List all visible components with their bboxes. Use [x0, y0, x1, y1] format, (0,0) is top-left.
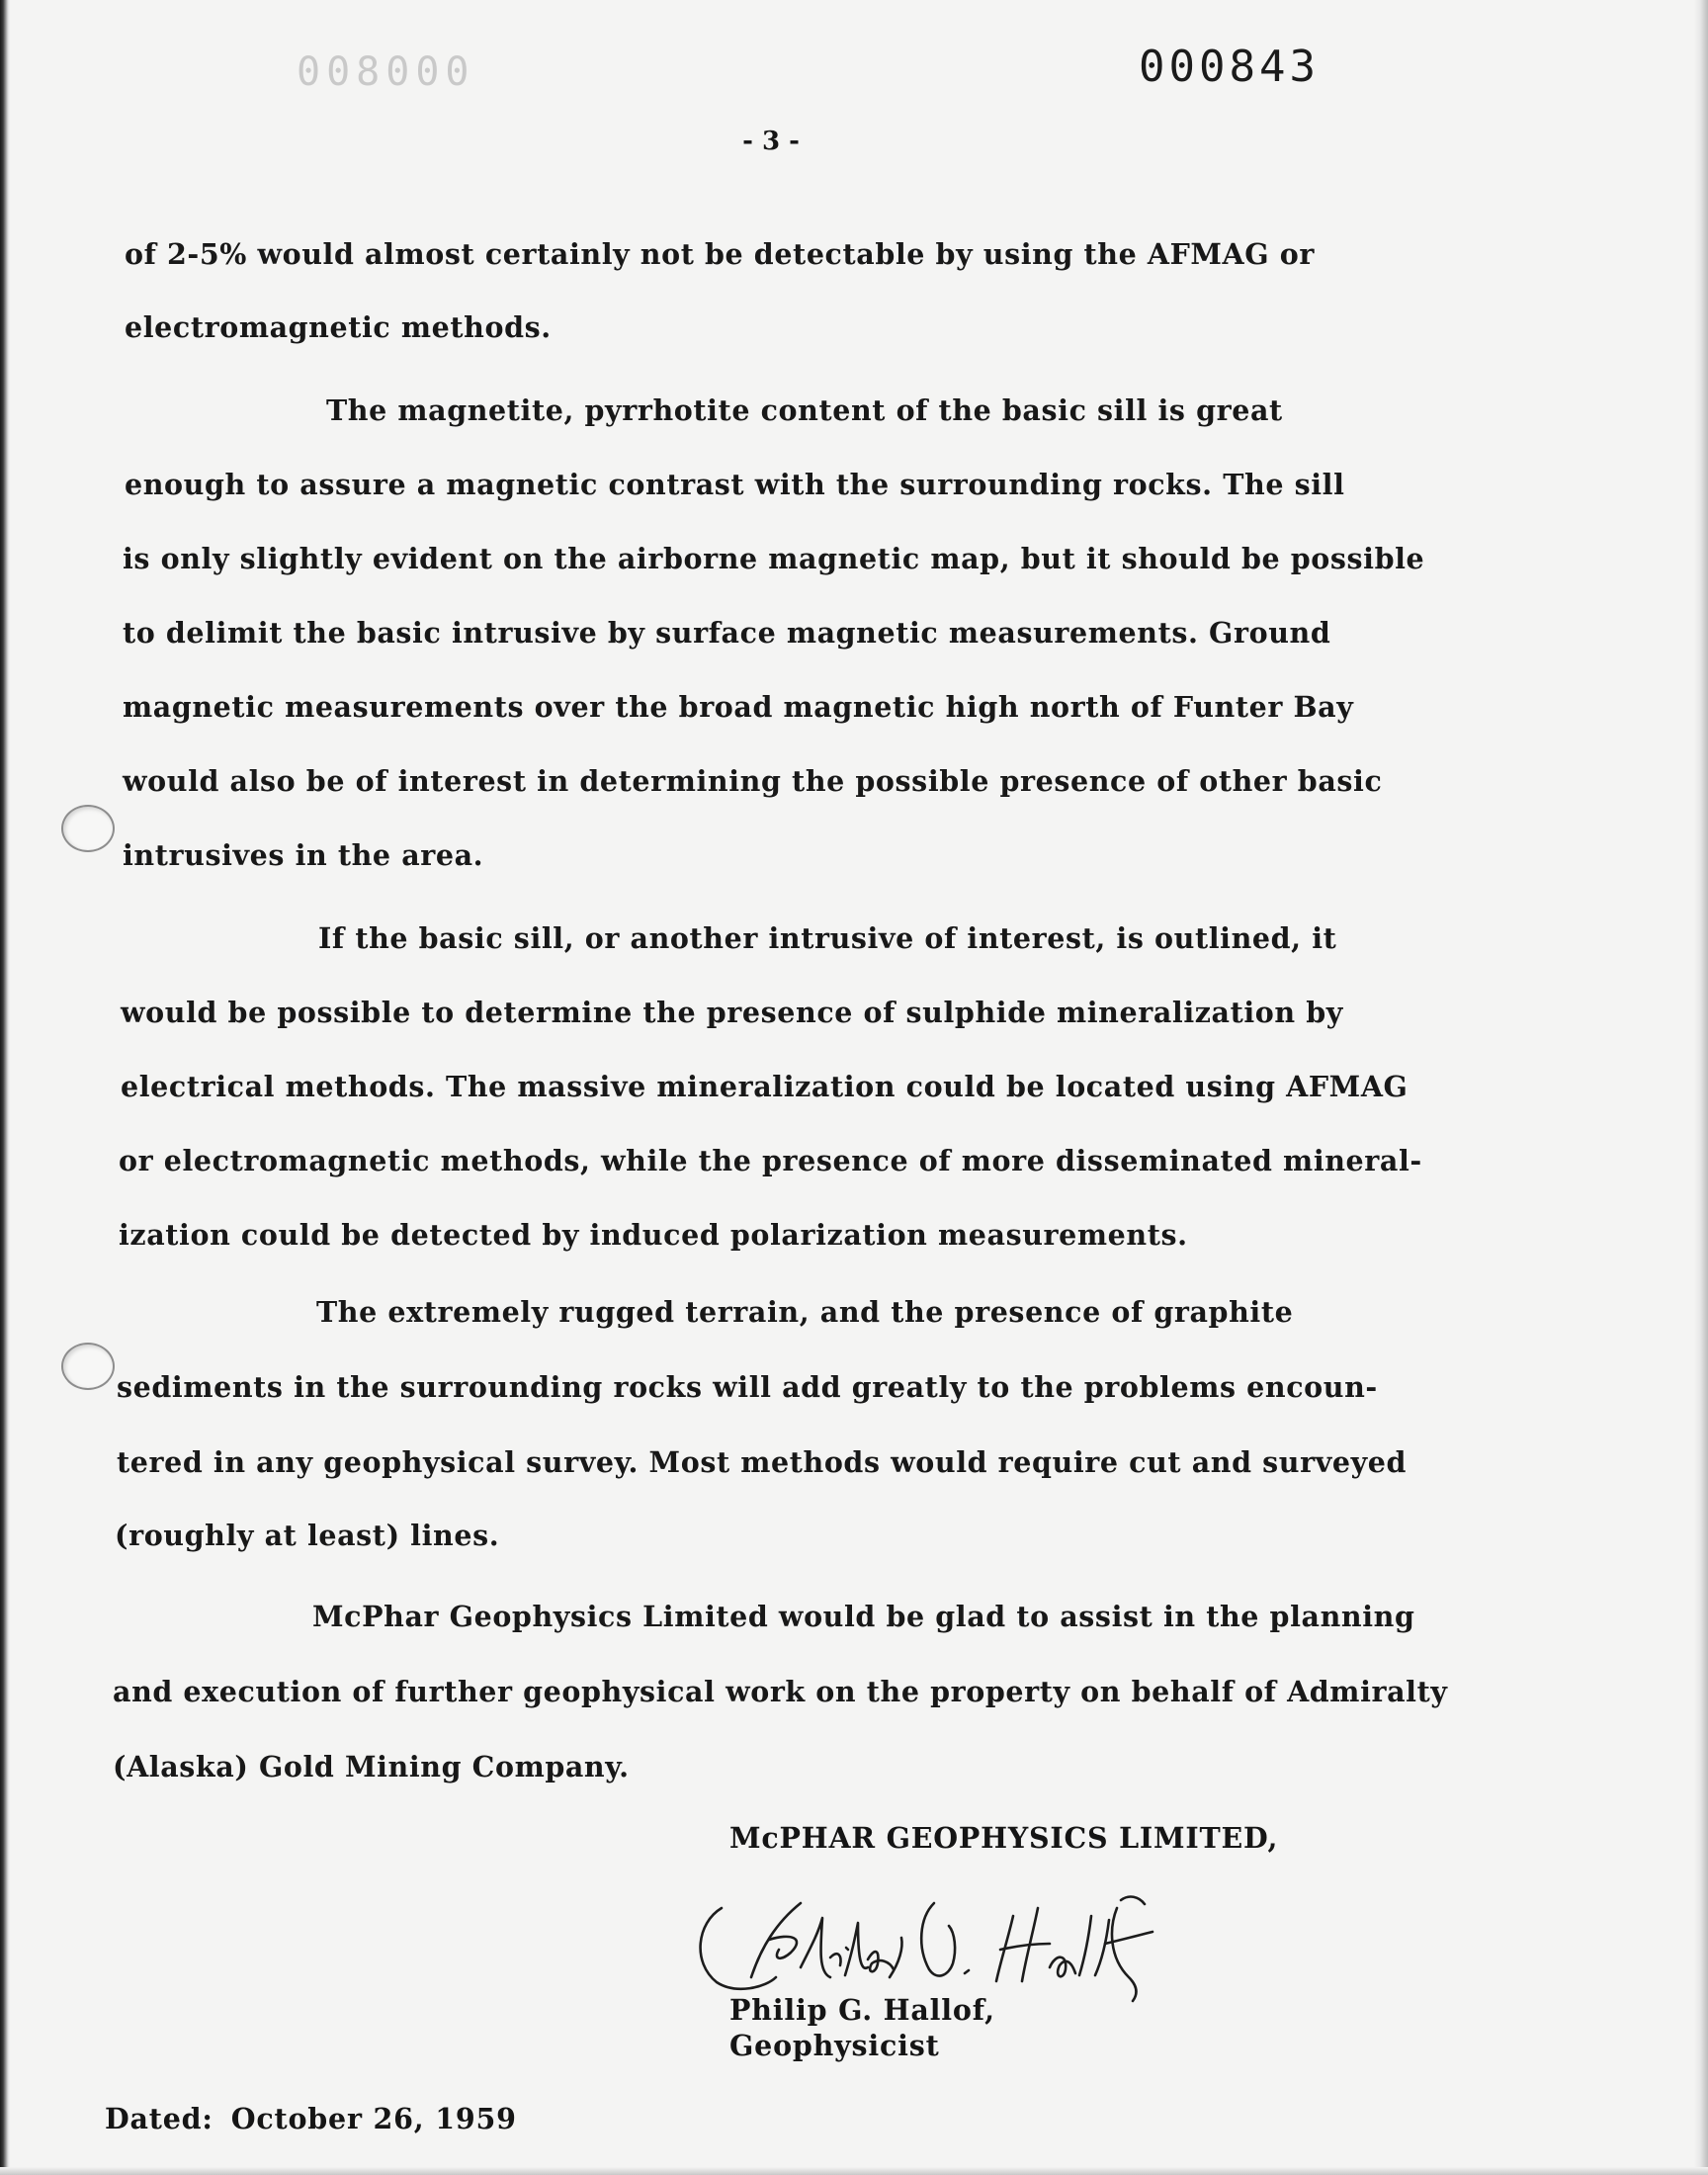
body-line: enough to assure a magnetic contrast with the surrounding rocks. The sill: [125, 468, 1345, 501]
company-name: McPHAR GEOPHYSICS LIMITED,: [729, 1821, 1279, 1855]
paragraph-first-line: If the basic sill, or another intrusive of interest, is outlined, it: [318, 921, 1337, 955]
body-line: electromagnetic methods.: [125, 310, 552, 344]
body-line: to delimit the basic intrusive by surface magnetic measurements. Ground: [123, 616, 1331, 650]
body-line: of 2-5% would almost certainly not be detectable by using the AFMAG or: [125, 237, 1315, 271]
signatory-name: Philip G. Hallof,: [729, 1993, 995, 2027]
punch-hole-lower: [61, 1343, 115, 1390]
body-line: would be possible to determine the presence of sulphide mineralization by: [121, 996, 1343, 1029]
page-left-edge: [0, 0, 10, 2175]
body-line: intrusives in the area.: [123, 838, 484, 872]
body-line: and execution of further geophysical work on the property on behalf of Admiralty: [113, 1675, 1448, 1708]
body-line: would also be of interest in determining the possible presence of other basic: [123, 764, 1383, 798]
dated-label: Dated:: [105, 2102, 214, 2135]
body-line: tered in any geophysical survey. Most methods would require cut and surveyed: [117, 1445, 1408, 1479]
dated-line: [105, 2102, 517, 2135]
page-right-edge: [1694, 0, 1708, 2175]
handwritten-signature: [682, 1878, 1196, 2007]
body-line: or electromagnetic methods, while the presence of more disseminated mineral-: [119, 1144, 1422, 1177]
body-line: (roughly at least) lines.: [115, 1519, 500, 1552]
paragraph-first-line: The extremely rugged terrain, and the presence of graphite: [316, 1295, 1294, 1329]
body-line: (Alaska) Gold Mining Company.: [113, 1750, 630, 1784]
body-line: is only slightly evident on the airborne magnetic map, but it should be possible: [123, 542, 1425, 575]
page-number: - 3 -: [742, 127, 800, 156]
body-line: sediments in the surrounding rocks will add greatly to the problems encoun-: [117, 1370, 1378, 1404]
punch-hole-upper: [61, 805, 115, 852]
dated-value: October 26, 1959: [230, 2102, 517, 2135]
paragraph-first-line: The magnetite, pyrrhotite content of the basic sill is great: [326, 393, 1283, 427]
body-line: ization could be detected by induced polarization measurements.: [119, 1218, 1188, 1252]
paragraph-first-line: McPhar Geophysics Limited would be glad to assist in the planning: [312, 1600, 1415, 1633]
body-line: electrical methods. The massive mineralization could be located using AFMAG: [121, 1070, 1409, 1103]
document-number-stamp: 000843: [1139, 42, 1320, 92]
body-line: magnetic measurements over the broad magnetic high north of Funter Bay: [123, 690, 1354, 724]
signatory-title: Geophysicist: [729, 2029, 940, 2062]
faint-stamp-number: 008000: [297, 49, 475, 95]
page-bottom-edge: [0, 2167, 1708, 2175]
